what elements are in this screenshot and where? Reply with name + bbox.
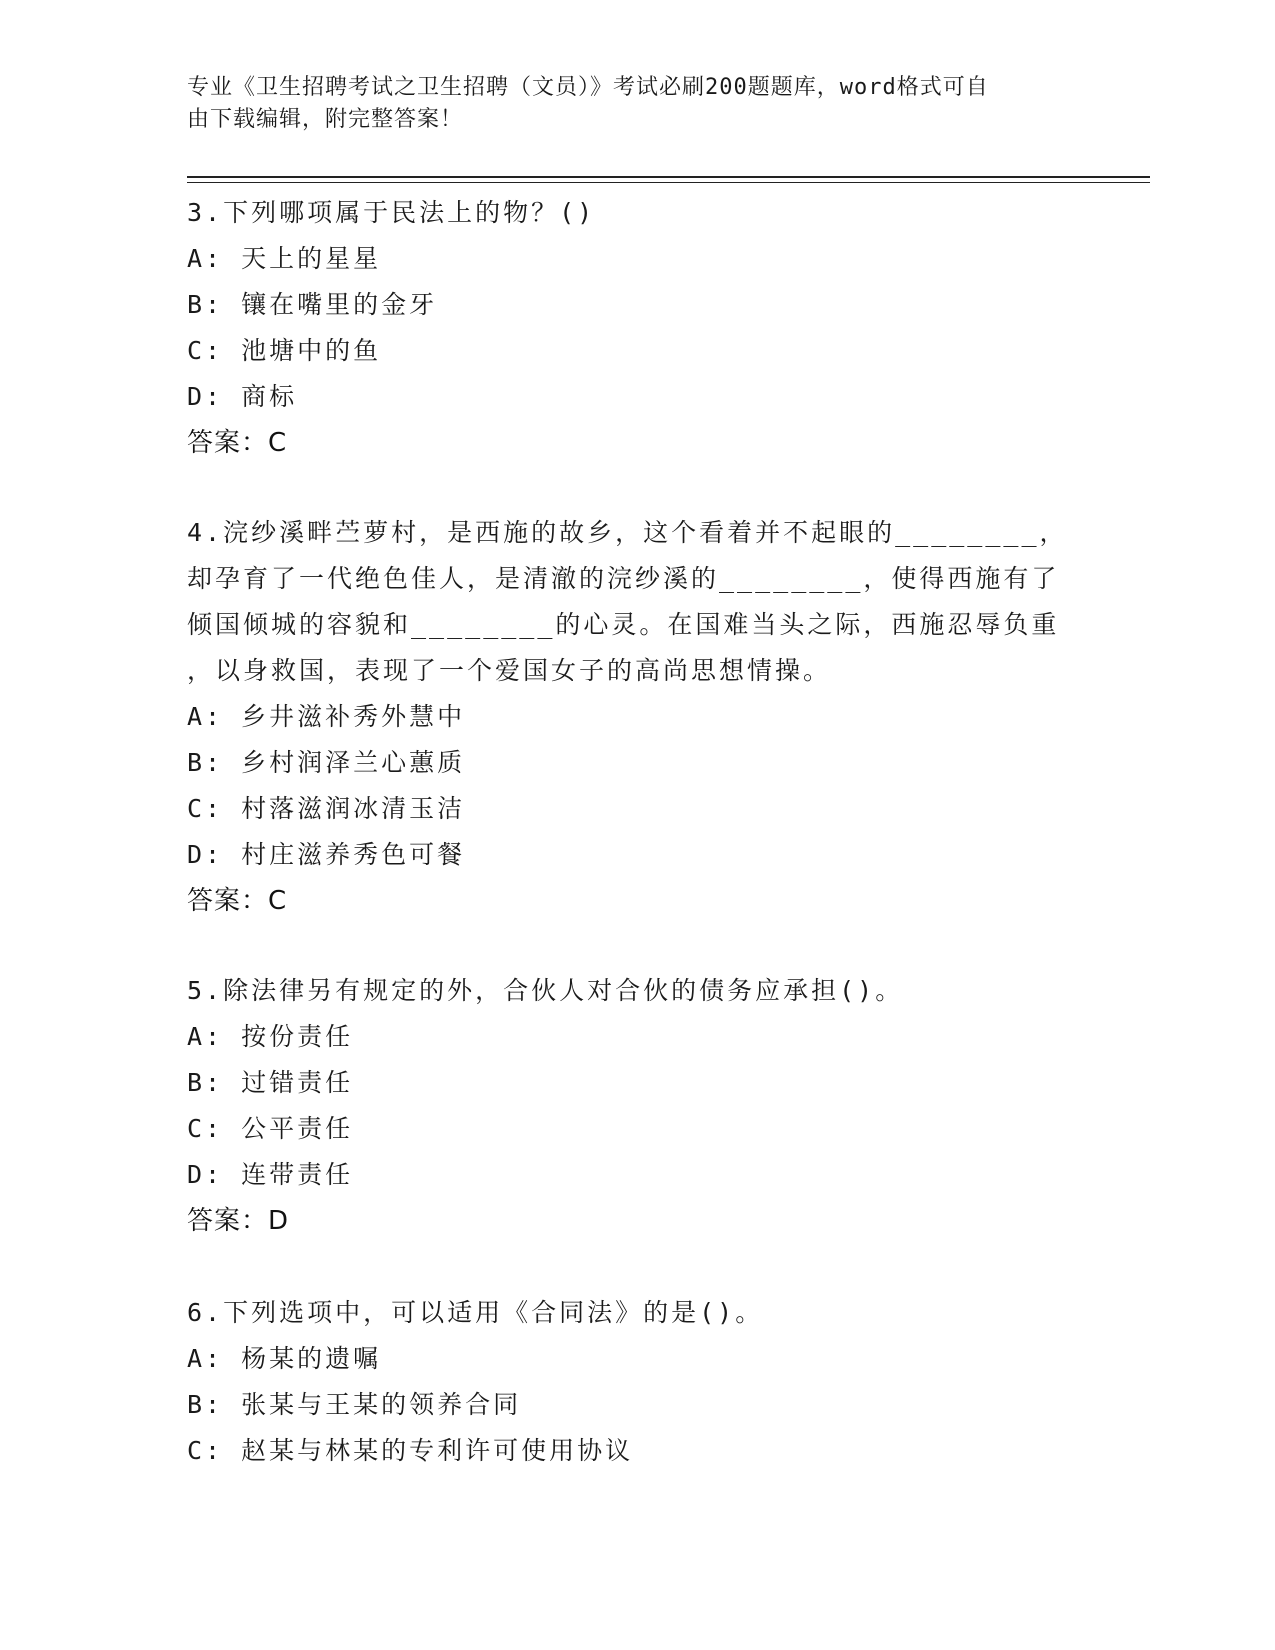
option-c: C: 池塘中的鱼 [187, 336, 382, 365]
question-stem: 6.下列选项中，可以适用《合同法》的是()。 [187, 1298, 764, 1327]
option-c: C: 村落滋润冰清玉洁 [187, 794, 466, 823]
question-stem-line-1: 4.浣纱溪畔苎萝村，是西施的故乡，这个看着并不起眼的________， [187, 518, 1068, 547]
question-stem: 3.下列哪项属于民法上的物？() [187, 198, 596, 227]
option-a: A: 天上的星星 [187, 244, 382, 273]
option-b: B: 过错责任 [187, 1068, 354, 1097]
question-6 [187, 1290, 1067, 1474]
document-header [187, 72, 1067, 136]
question-3 [187, 190, 1067, 466]
header-divider-thick [187, 176, 1150, 178]
question-stem-line-4: ，以身救国，表现了一个爱国女子的高尚思想情操。 [187, 656, 832, 685]
option-d: D: 村庄滋养秀色可餐 [187, 840, 466, 869]
option-b: B: 镶在嘴里的金牙 [187, 290, 438, 319]
option-a: A: 杨某的遗嘱 [187, 1344, 382, 1373]
question-5 [187, 968, 1067, 1244]
answer-line: 答案：D [187, 1206, 290, 1236]
question-stem: 5.除法律另有规定的外，合伙人对合伙的债务应承担()。 [187, 976, 904, 1005]
header-line-2: 由下载编辑，附完整答案！ [187, 107, 464, 132]
option-b: B: 张某与王某的领养合同 [187, 1390, 522, 1419]
question-4 [187, 510, 1067, 924]
answer-line: 答案：C [187, 886, 288, 916]
answer-line: 答案：C [187, 428, 288, 458]
header-line-1: 专业《卫生招聘考试之卫生招聘（文员）》考试必刷200题题库，word格式可自 [187, 75, 989, 100]
question-stem-line-3: 倾国倾城的容貌和________的心灵。在国难当头之际，西施忍辱负重 [187, 610, 1060, 639]
header-divider-thin [187, 182, 1150, 183]
option-a: A: 乡井滋补秀外慧中 [187, 702, 466, 731]
option-c: C: 赵某与林某的专利许可使用协议 [187, 1436, 634, 1465]
question-stem-line-2: 却孕育了一代绝色佳人，是清澈的浣纱溪的________，使得西施有了 [187, 564, 1060, 593]
option-c: C: 公平责任 [187, 1114, 354, 1143]
option-d: D: 连带责任 [187, 1160, 354, 1189]
option-b: B: 乡村润泽兰心蕙质 [187, 748, 466, 777]
option-a: A: 按份责任 [187, 1022, 354, 1051]
option-d: D: 商标 [187, 382, 298, 411]
